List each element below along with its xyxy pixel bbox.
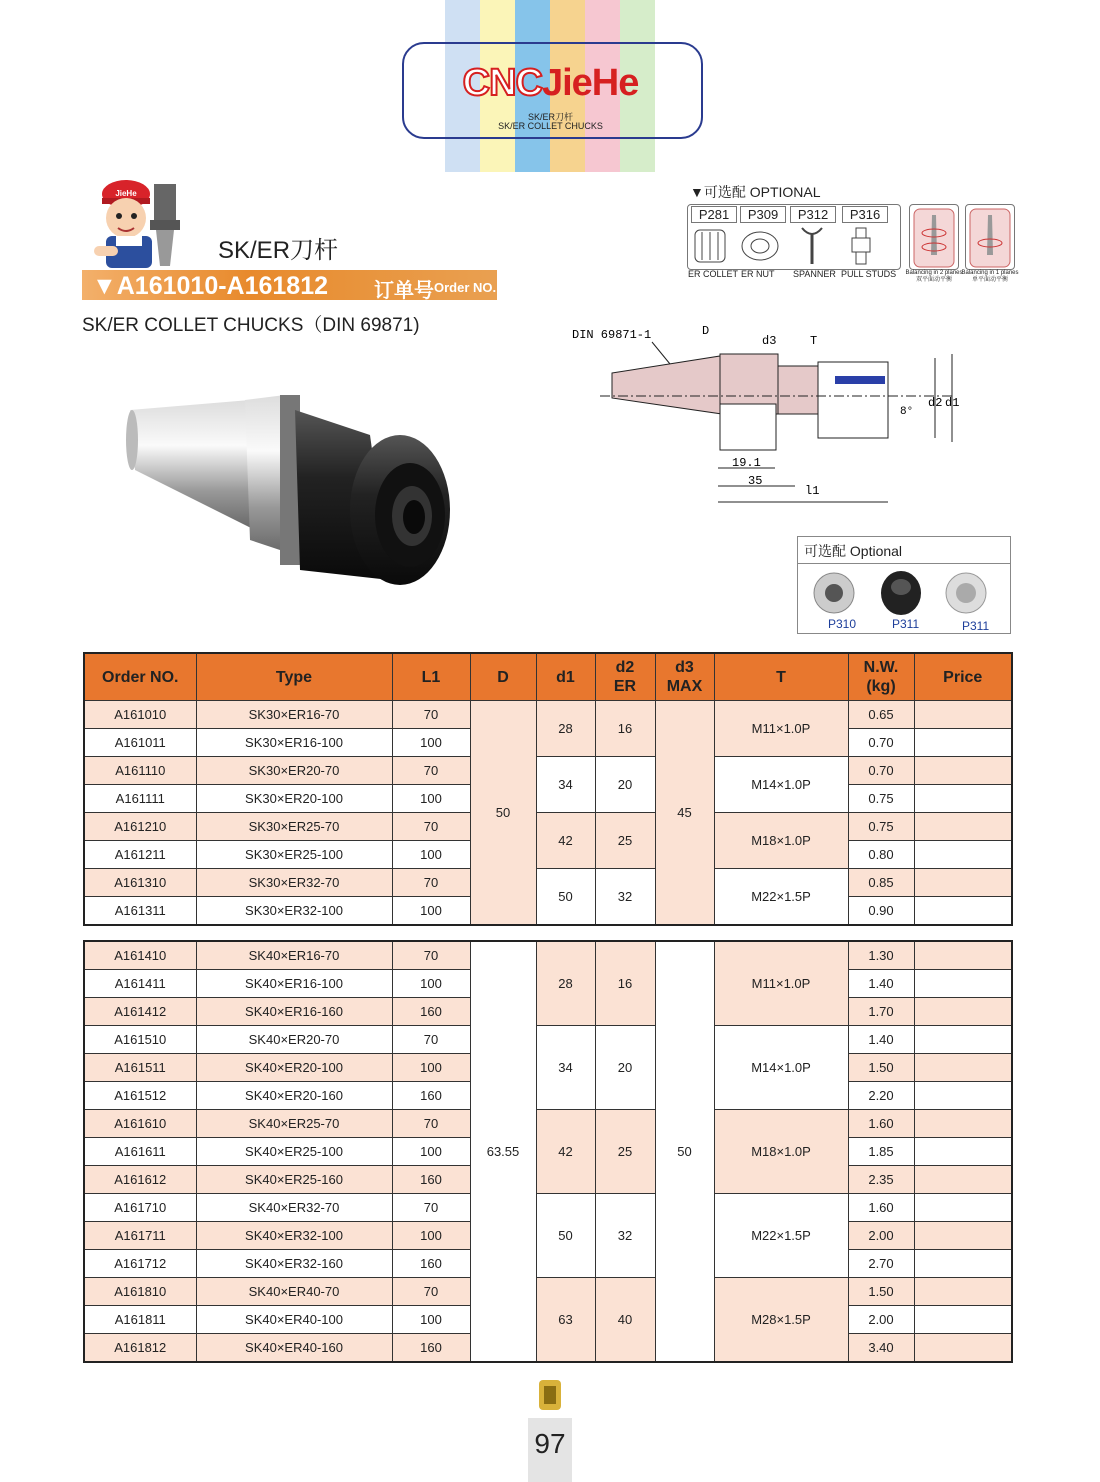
opt-code-p309: P309: [740, 206, 786, 223]
price-cell: [914, 841, 1012, 869]
table-row: [84, 813, 1012, 841]
order-no-cell: A161610: [84, 1110, 196, 1138]
svg-text:D: D: [702, 324, 710, 338]
l1-cell: 70: [392, 701, 470, 729]
t-cell: M22×1.5P: [714, 1194, 848, 1278]
svg-text:d1: d1: [945, 396, 960, 410]
d2-cell: 32: [595, 1194, 655, 1278]
opt-label-pull-studs: PULL STUDS: [841, 269, 897, 279]
order-no-cell: A161011: [84, 729, 196, 757]
balancing-2-planes-box: [909, 204, 959, 270]
order-no-cell: A161311: [84, 897, 196, 926]
nut-p311-black-icon: [881, 571, 921, 615]
svg-text:d2: d2: [928, 396, 943, 410]
order-no-cell: A161210: [84, 813, 196, 841]
l1-cell: 70: [392, 1026, 470, 1054]
type-cell: SK40×ER25-100: [196, 1138, 392, 1166]
t-cell: M11×1.0P: [714, 941, 848, 1026]
balancing-1-label: Balancing in 1 planes 单平面动平衡: [961, 270, 1019, 283]
type-cell: SK30×ER32-70: [196, 869, 392, 897]
price-cell: [914, 970, 1012, 998]
t-cell: M22×1.5P: [714, 869, 848, 926]
nw-cell: 0.85: [848, 869, 914, 897]
order-no-cell: A161811: [84, 1306, 196, 1334]
l1-cell: 70: [392, 757, 470, 785]
order-no-cell: A161310: [84, 869, 196, 897]
page-number: 97: [528, 1418, 572, 1482]
table-row: [84, 1026, 1012, 1054]
l1-cell: 70: [392, 1278, 470, 1306]
d2-cell: 25: [595, 1110, 655, 1194]
order-no-cell: A161612: [84, 1166, 196, 1194]
opt-label-nut: ER NUT: [741, 269, 775, 279]
d2-cell: 32: [595, 869, 655, 926]
order-no-cell: A161812: [84, 1334, 196, 1363]
d1-cell: 63: [536, 1278, 595, 1363]
svg-text:35: 35: [748, 474, 763, 488]
d2-cell: 25: [595, 813, 655, 869]
column-header: Price: [914, 653, 1012, 701]
technical-drawing: [560, 318, 970, 506]
type-cell: SK40×ER16-100: [196, 970, 392, 998]
nut-code-p311-a: P311: [892, 617, 920, 631]
d1-cell: 28: [536, 941, 595, 1026]
optional-small-heading: 可选配 Optional: [804, 543, 903, 559]
nut-code-p310: P310: [828, 617, 857, 631]
pull-stud-icon: [852, 228, 870, 264]
d1-cell: 42: [536, 1110, 595, 1194]
spec-table-sk40: [83, 940, 1013, 1363]
nw-cell: 1.50: [848, 1054, 914, 1082]
price-cell: [914, 1334, 1012, 1363]
table-row: [84, 701, 1012, 729]
order-no-cell: A161511: [84, 1054, 196, 1082]
nut-code-p311-b: P311: [962, 619, 990, 633]
type-cell: SK40×ER32-100: [196, 1222, 392, 1250]
order-no-cell: A161412: [84, 998, 196, 1026]
type-cell: SK40×ER16-160: [196, 998, 392, 1026]
table-row: [84, 1110, 1012, 1138]
nut-p310-icon: [814, 573, 854, 613]
t-cell: M18×1.0P: [714, 1110, 848, 1194]
nw-cell: 1.40: [848, 970, 914, 998]
type-cell: SK40×ER32-160: [196, 1250, 392, 1278]
price-cell: [914, 1026, 1012, 1054]
table-row: [84, 1194, 1012, 1222]
d3-cell: 50: [655, 941, 714, 1362]
type-cell: SK40×ER16-70: [196, 941, 392, 970]
price-cell: [914, 1082, 1012, 1110]
nw-cell: 2.70: [848, 1250, 914, 1278]
nw-cell: 2.35: [848, 1166, 914, 1194]
d2-cell: 20: [595, 757, 655, 813]
spanner-icon: [802, 228, 822, 264]
price-cell: [914, 1054, 1012, 1082]
opt-label-collet: ER COLLET: [688, 269, 739, 279]
t-cell: M18×1.0P: [714, 813, 848, 869]
d1-cell: 34: [536, 1026, 595, 1110]
type-cell: SK30×ER20-100: [196, 785, 392, 813]
nw-cell: 0.90: [848, 897, 914, 926]
d3-cell: 45: [655, 701, 714, 926]
d1-cell: 50: [536, 869, 595, 926]
order-no-cell: A161710: [84, 1194, 196, 1222]
nw-cell: 1.70: [848, 998, 914, 1026]
d1-cell: 28: [536, 701, 595, 757]
price-cell: [914, 998, 1012, 1026]
t-cell: M14×1.0P: [714, 757, 848, 813]
l1-cell: 100: [392, 729, 470, 757]
l1-cell: 70: [392, 941, 470, 970]
order-no-cell: A161410: [84, 941, 196, 970]
svg-text:DIN 69871-1: DIN 69871-1: [572, 328, 652, 342]
price-cell: [914, 1250, 1012, 1278]
d-cell: 50: [470, 701, 536, 926]
type-cell: SK40×ER20-70: [196, 1026, 392, 1054]
l1-cell: 160: [392, 1250, 470, 1278]
svg-text:d3: d3: [762, 334, 777, 348]
type-cell: SK30×ER25-100: [196, 841, 392, 869]
l1-cell: 70: [392, 1110, 470, 1138]
order-no-cell: A161611: [84, 1138, 196, 1166]
accessory-icons: [690, 224, 895, 268]
d2-cell: 16: [595, 701, 655, 757]
order-no-cell: A161510: [84, 1026, 196, 1054]
l1-cell: 100: [392, 1306, 470, 1334]
nw-cell: 0.80: [848, 841, 914, 869]
opt-code-p316: P316: [842, 206, 888, 223]
order-no-cell: A161211: [84, 841, 196, 869]
spec-table-sk30: [83, 652, 1013, 926]
l1-cell: 70: [392, 1194, 470, 1222]
opt-label-spanner: SPANNER: [793, 269, 836, 279]
l1-cell: 100: [392, 1054, 470, 1082]
price-cell: [914, 897, 1012, 926]
er-collet-icon: [695, 230, 725, 262]
optional-nuts-box: [797, 536, 1011, 634]
mascot-icon: [94, 176, 194, 272]
d1-cell: 50: [536, 1194, 595, 1278]
l1-cell: 160: [392, 1334, 470, 1363]
opt-code-p281: P281: [691, 206, 737, 223]
column-header: T: [714, 653, 848, 701]
brand-logo: CNCJieHe: [462, 62, 639, 104]
nw-cell: 1.30: [848, 941, 914, 970]
collet-chuck-photo: [120, 380, 460, 590]
order-no-cell: A161711: [84, 1222, 196, 1250]
price-cell: [914, 1110, 1012, 1138]
order-range-banner: ▼A161010-A161812 订单号 Order NO.: [82, 270, 497, 300]
l1-cell: 160: [392, 998, 470, 1026]
nw-cell: 1.50: [848, 1278, 914, 1306]
nw-cell: 0.70: [848, 729, 914, 757]
nw-cell: 1.60: [848, 1110, 914, 1138]
l1-cell: 100: [392, 1222, 470, 1250]
nut-images: [806, 567, 1002, 619]
price-cell: [914, 813, 1012, 841]
nw-cell: 0.75: [848, 813, 914, 841]
price-cell: [914, 1278, 1012, 1306]
type-cell: SK30×ER25-70: [196, 813, 392, 841]
price-cell: [914, 729, 1012, 757]
l1-cell: 100: [392, 785, 470, 813]
balancing-2-label: Balancing in 2 planes 双平面动平衡: [905, 270, 963, 283]
d2-cell: 20: [595, 1026, 655, 1110]
column-header: d3 MAX: [655, 653, 714, 701]
l1-cell: 160: [392, 1082, 470, 1110]
type-cell: SK40×ER40-100: [196, 1306, 392, 1334]
svg-text:T: T: [810, 334, 818, 348]
type-cell: SK40×ER25-70: [196, 1110, 392, 1138]
table-row: [84, 1278, 1012, 1306]
header-sub-cn: SK/ER刀杆: [527, 112, 573, 122]
svg-text:JieHe: JieHe: [115, 189, 137, 198]
nw-cell: 3.40: [848, 1334, 914, 1363]
l1-cell: 100: [392, 841, 470, 869]
price-cell: [914, 701, 1012, 729]
d2-cell: 16: [595, 941, 655, 1026]
order-no-cell: A161810: [84, 1278, 196, 1306]
l1-cell: 100: [392, 1138, 470, 1166]
price-cell: [914, 941, 1012, 970]
nw-cell: 1.40: [848, 1026, 914, 1054]
type-cell: SK30×ER20-70: [196, 757, 392, 785]
optional-heading: ▼可选配 OPTIONAL: [690, 184, 821, 200]
l1-cell: 160: [392, 1166, 470, 1194]
l1-cell: 100: [392, 897, 470, 926]
price-cell: [914, 1222, 1012, 1250]
column-header: D: [470, 653, 536, 701]
order-no-cell: A161010: [84, 701, 196, 729]
table-row: [84, 757, 1012, 785]
nw-cell: 0.75: [848, 785, 914, 813]
nw-cell: 1.85: [848, 1138, 914, 1166]
nw-cell: 2.20: [848, 1082, 914, 1110]
page-title-cn: SK/ER刀杆: [218, 237, 339, 264]
nw-cell: 0.65: [848, 701, 914, 729]
type-cell: SK40×ER40-70: [196, 1278, 392, 1306]
column-header: Order NO.: [84, 653, 196, 701]
balancing-2-planes-icon: [910, 205, 958, 269]
nut-p311-silver-icon: [946, 573, 986, 613]
t-cell: M14×1.0P: [714, 1026, 848, 1110]
svg-text:l1: l1: [805, 484, 820, 498]
order-no-cell: A161110: [84, 757, 196, 785]
price-cell: [914, 1194, 1012, 1222]
footer-emblem-icon: [535, 1376, 565, 1416]
t-cell: M11×1.0P: [714, 701, 848, 757]
svg-text:8°: 8°: [900, 406, 914, 418]
balancing-1-plane-icon: [966, 205, 1014, 269]
svg-text:19.1: 19.1: [732, 456, 761, 470]
price-cell: [914, 869, 1012, 897]
type-cell: SK30×ER16-70: [196, 701, 392, 729]
column-header: d2 ER: [595, 653, 655, 701]
balancing-1-plane-box: [965, 204, 1015, 270]
er-nut-icon: [742, 232, 778, 260]
d-cell: 63.55: [470, 941, 536, 1362]
l1-cell: 70: [392, 813, 470, 841]
type-cell: SK30×ER16-100: [196, 729, 392, 757]
opt-code-p312: P312: [790, 206, 836, 223]
header-sub-en: SK/ER COLLET CHUCKS: [498, 121, 603, 131]
price-cell: [914, 1166, 1012, 1194]
page-subtitle: SK/ER COLLET CHUCKS（DIN 69871): [82, 315, 420, 336]
column-header: N.W. (kg): [848, 653, 914, 701]
order-no-cell: A161411: [84, 970, 196, 998]
column-header: L1: [392, 653, 470, 701]
d2-cell: 40: [595, 1278, 655, 1363]
column-header: Type: [196, 653, 392, 701]
price-cell: [914, 757, 1012, 785]
type-cell: SK40×ER20-100: [196, 1054, 392, 1082]
table-row: [84, 869, 1012, 897]
d1-cell: 42: [536, 813, 595, 869]
price-cell: [914, 1306, 1012, 1334]
order-no-cell: A161512: [84, 1082, 196, 1110]
type-cell: SK40×ER40-160: [196, 1334, 392, 1363]
price-cell: [914, 1138, 1012, 1166]
table-row: [84, 941, 1012, 970]
nw-cell: 1.60: [848, 1194, 914, 1222]
type-cell: SK30×ER32-100: [196, 897, 392, 926]
order-no-cell: A161712: [84, 1250, 196, 1278]
type-cell: SK40×ER25-160: [196, 1166, 392, 1194]
column-header: d1: [536, 653, 595, 701]
d1-cell: 34: [536, 757, 595, 813]
l1-cell: 70: [392, 869, 470, 897]
price-cell: [914, 785, 1012, 813]
nw-cell: 2.00: [848, 1222, 914, 1250]
type-cell: SK40×ER32-70: [196, 1194, 392, 1222]
order-no-cell: A161111: [84, 785, 196, 813]
nw-cell: 0.70: [848, 757, 914, 785]
nw-cell: 2.00: [848, 1306, 914, 1334]
t-cell: M28×1.5P: [714, 1278, 848, 1363]
type-cell: SK40×ER20-160: [196, 1082, 392, 1110]
l1-cell: 100: [392, 970, 470, 998]
